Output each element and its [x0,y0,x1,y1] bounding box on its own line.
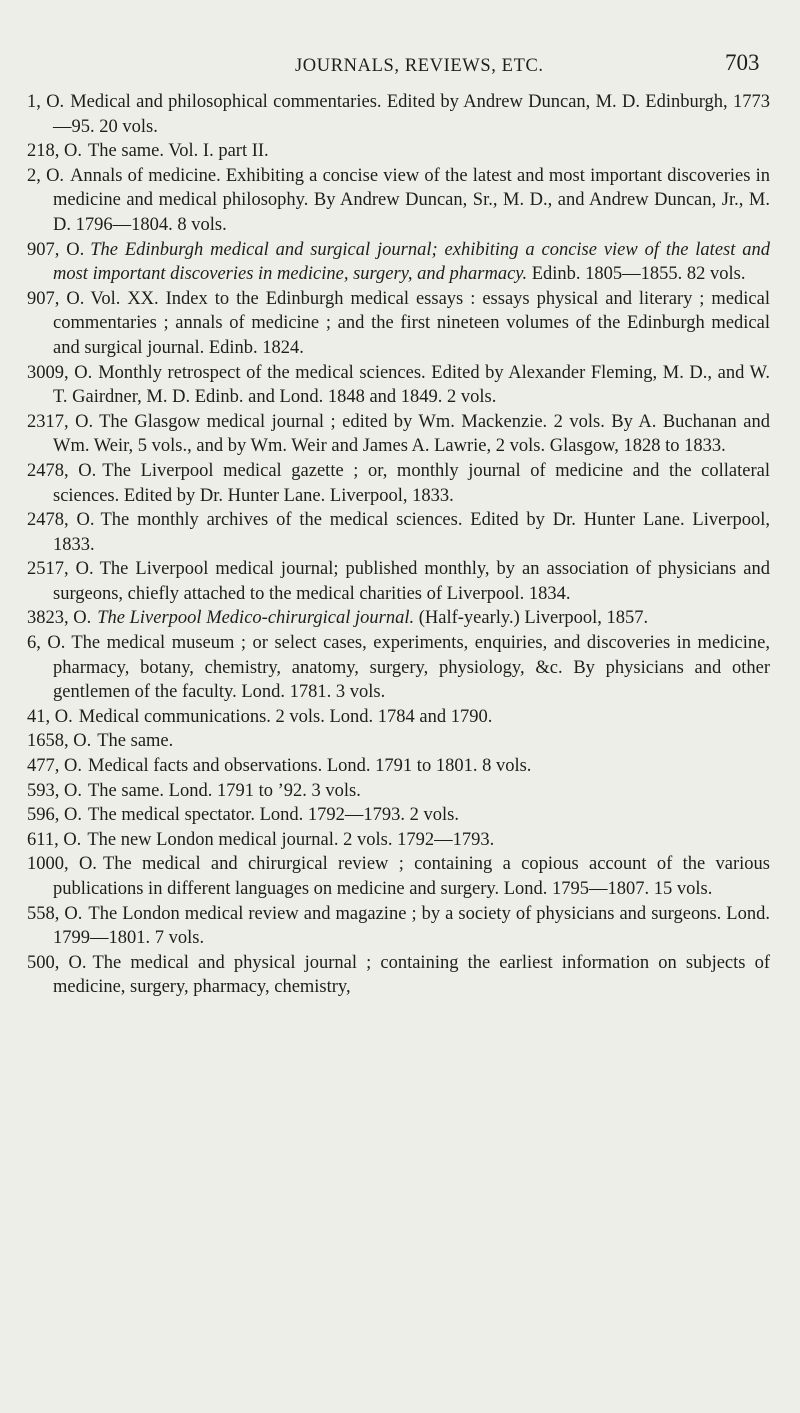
catalogue-entry [27,828,770,853]
catalogue-entry [27,238,770,287]
entry-text: Monthly retrospect of the medical sciences. Edited by Alexander Fleming, M. D., and W. T. Gairdner, M. D. Edinb. and Lond. 1848 and 1849. 2 vols. [53,362,770,408]
entry-reference: 500, O. [27,952,87,973]
entry-text: Vol. XX. Index to the Edinburgh medical essays : essays physical and literary ; medical commentaries ; annals of medicine ; and the first nineteen volumes of the Edinburgh medical and surgical journal. Edinb. 1824. [53,288,770,358]
entry-text: The Liverpool medical journal; published monthly, by an association of physicians and surgeons, chiefly attached to the medical charities of Liverpool. 1834. [53,559,770,604]
entry-text: (Half-yearly.) Liverpool, 1857. [414,608,649,629]
entry-reference: 6, O. [27,633,66,654]
catalogue-entry [27,631,770,705]
entry-reference: 41, O. [27,706,73,727]
entry-text: The medical museum ; or select cases, experiments, enquiries, and discoveries in medicine, pharmacy, botany, chemistry, anatomy, surgery, physiology, &c. By physicians and other gentlemen of the faculty. Lond. 1781. 3 vols. [53,633,770,703]
catalogue-entry [27,902,770,951]
entry-text: Medical communications. 2 vols. Lond. 1784 and 1790. [78,706,493,727]
catalogue-entry [27,606,770,631]
entry-reference: 1000, O. [27,854,97,875]
entry-text: The medical spectator. Lond. 1792—1793. 2 vols. [88,805,459,826]
entry-reference: 907, O. [27,288,85,309]
entry-text: Medical and philosophical commentaries. Edited by Andrew Duncan, M. D. Edinburgh, 1773—95. 20 vols. [53,92,770,137]
catalogue-entry [27,779,770,804]
entry-reference: 593, O. [27,780,82,801]
entry-reference: 596, O. [27,805,82,826]
catalogue-entry [27,90,770,139]
catalogue-entry [27,951,770,1000]
entry-title: The Edinburgh medical and surgical journal; exhibiting a concise view of the latest and most important discoveries in medicine, surgery, and pharmacy. [53,239,770,285]
entry-text: The medical and chirurgical review ; containing a copious account of the various publications in different languages on medicine and surgery. Lond. 1795—1807. 15 vols. [53,854,770,899]
entry-reference: 2, O. [27,165,65,186]
entry-text: The medical and physical journal ; containing the earliest information on subjects of medicine, surgery, pharmacy, chemistry, [53,952,770,998]
catalogue-entry [27,729,770,754]
catalogue-entry [27,164,770,238]
catalogue-entries [27,90,770,1000]
entry-text: The Glasgow medical journal ; edited by Wm. Mackenzie. 2 vols. By A. Buchanan and Wm. Weir, 5 vols., and by Wm. Weir and James A. Lawrie, 2 vols. Glasgow, 1828 to 1833. [53,411,770,457]
catalogue-entry [27,361,770,410]
catalogue-entry [27,508,770,557]
catalogue-entry [27,803,770,828]
entry-reference: 611, O. [27,829,82,850]
entry-reference: 2517, O. [27,559,94,580]
catalogue-entry [27,754,770,779]
page-number: 703 [725,50,760,75]
entry-text: The same. Vol. I. part II. [88,141,269,162]
entry-text: The same. [97,731,174,752]
catalogue-entry [27,557,770,606]
entry-reference: 3823, O. [27,608,92,629]
entry-reference: 1, O. [27,92,65,112]
catalogue-entry [27,459,770,508]
entry-reference: 907, O. [27,239,85,260]
entry-reference: 1658, O. [27,731,92,752]
entry-reference: 2478, O. [27,460,97,481]
catalogue-entry [27,705,770,730]
entry-reference: 3009, O. [27,362,93,383]
running-head: JOURNALS, REVIEWS, ETC. [295,56,544,76]
catalogue-entry [27,410,770,459]
entry-text: Edinb. 1805—1855. 82 vols. [527,264,746,285]
entry-text: The Liverpool medical gazette ; or, monthly journal of medicine and the collateral sciences. Edited by Dr. Hunter Lane. Liverpool, 1833. [53,460,770,506]
catalogue-entry [27,852,770,901]
entry-text: The monthly archives of the medical sciences. Edited by Dr. Hunter Lane. Liverpool, 1833. [53,510,770,555]
entry-reference: 558, O. [27,903,83,924]
entry-text: Annals of medicine. Exhibiting a concise view of the latest and most important discoveries in medicine and medical philosophy. By Andrew Duncan, Sr., M. D., and Andrew Duncan, Jr., M. D. 1796—1804. 8 vols. [53,165,770,235]
catalogue-entry [27,287,770,361]
entry-text: The London medical review and magazine ; by a society of physicians and surgeons. Lond. 1799—1801. 7 vols. [53,903,770,949]
catalogue-entry [27,139,770,164]
entry-reference: 477, O. [27,756,82,777]
entry-text: The new London medical journal. 2 vols. 1792—1793. [87,829,495,850]
entry-title: The Liverpool Medico-chirurgical journal. [97,608,415,629]
entry-reference: 218, O. [27,141,82,162]
entry-text: The same. Lond. 1791 to ’92. 3 vols. [88,780,361,801]
entry-reference: 2478, O. [27,510,95,531]
entry-text: Medical facts and observations. Lond. 1791 to 1801. 8 vols. [88,756,532,777]
entry-reference: 2317, O. [27,411,94,432]
